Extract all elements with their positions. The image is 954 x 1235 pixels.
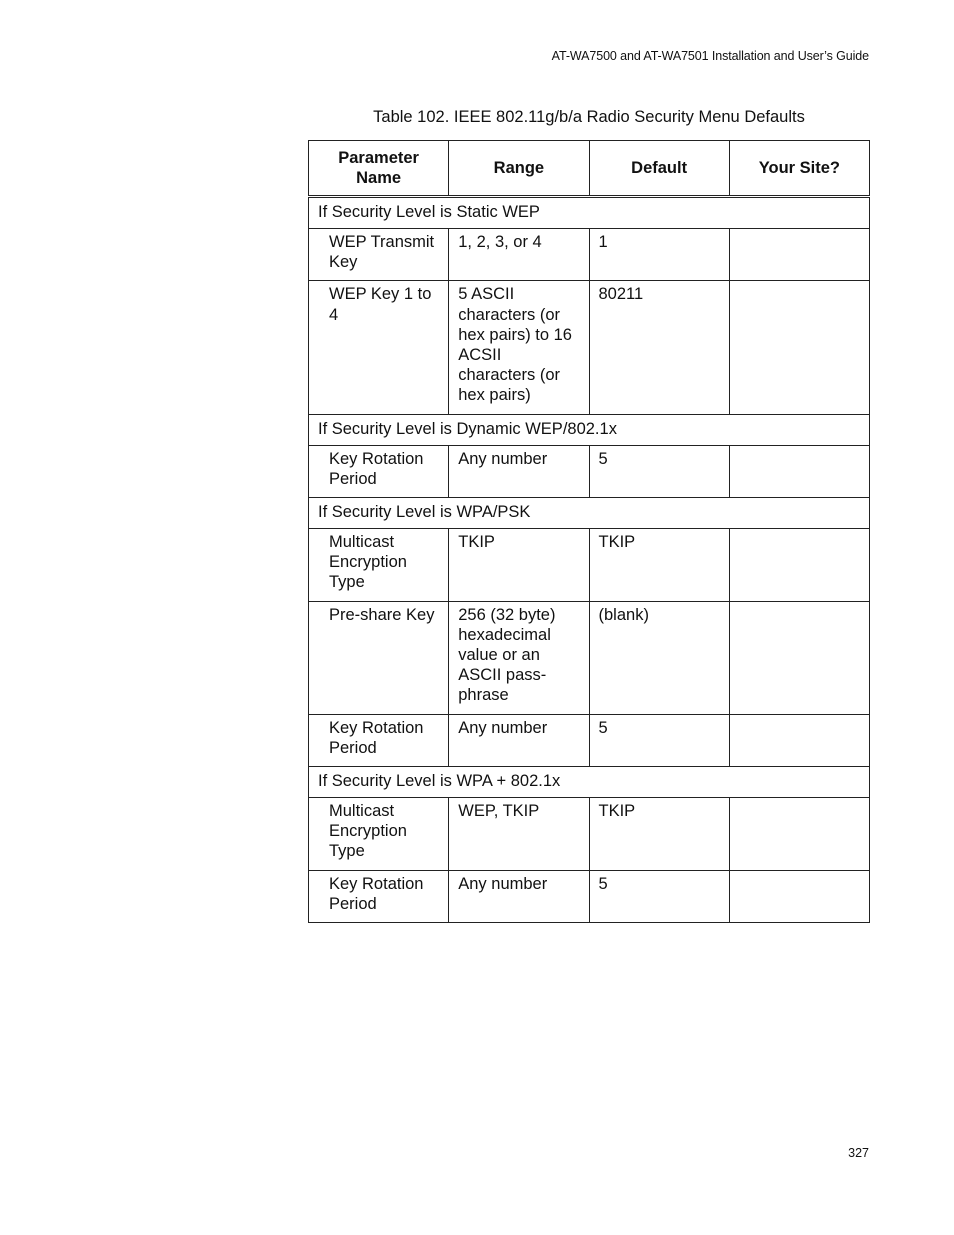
default-cell: 5 <box>589 870 729 922</box>
your-site-cell <box>729 529 869 602</box>
page-number: 327 <box>848 1146 869 1160</box>
parameter-cell: Key Rotation Period <box>309 870 449 922</box>
parameter-cell: Key Rotation Period <box>309 445 449 497</box>
default-cell: TKIP <box>589 798 729 871</box>
your-site-cell <box>729 798 869 871</box>
your-site-cell <box>729 445 869 497</box>
section-title: If Security Level is Static WEP <box>309 197 870 229</box>
table-row <box>309 714 870 766</box>
range-cell: WEP, TKIP <box>449 798 589 871</box>
range-cell: TKIP <box>449 529 589 602</box>
your-site-cell <box>729 601 869 714</box>
table-row <box>309 870 870 922</box>
table-row <box>309 229 870 281</box>
range-cell: Any number <box>449 870 589 922</box>
your-site-cell <box>729 281 869 414</box>
section-row-wpa-psk <box>309 498 870 529</box>
section-row-static-wep <box>309 197 870 229</box>
section-title: If Security Level is Dynamic WEP/802.1x <box>309 414 870 445</box>
column-header-range: Range <box>449 141 589 197</box>
parameter-cell: WEP Transmit Key <box>309 229 449 281</box>
section-row-dynamic-wep <box>309 414 870 445</box>
table-caption: Table 102. IEEE 802.11g/b/a Radio Security Menu Defaults <box>373 108 805 126</box>
column-header-your-site: Your Site? <box>729 141 869 197</box>
range-cell: 5 ASCII characters (or hex pairs) to 16 ACSII characters (or hex pairs) <box>449 281 589 414</box>
range-cell: 256 (32 byte) hexadecimal value or an ASCII pass-phrase <box>449 601 589 714</box>
parameter-cell: Multicast Encryption Type <box>309 798 449 871</box>
default-cell: 80211 <box>589 281 729 414</box>
your-site-cell <box>729 870 869 922</box>
running-header: AT-WA7500 and AT-WA7501 Installation and User’s Guide <box>551 49 869 63</box>
parameter-cell: Key Rotation Period <box>309 714 449 766</box>
your-site-cell <box>729 229 869 281</box>
range-cell: 1, 2, 3, or 4 <box>449 229 589 281</box>
parameter-cell: WEP Key 1 to 4 <box>309 281 449 414</box>
section-title: If Security Level is WPA + 802.1x <box>309 767 870 798</box>
default-cell: 1 <box>589 229 729 281</box>
range-cell: Any number <box>449 445 589 497</box>
section-row-wpa-8021x <box>309 767 870 798</box>
security-defaults-table <box>308 140 870 923</box>
table-row <box>309 529 870 602</box>
range-cell: Any number <box>449 714 589 766</box>
default-cell: (blank) <box>589 601 729 714</box>
section-title: If Security Level is WPA/PSK <box>309 498 870 529</box>
default-cell: TKIP <box>589 529 729 602</box>
table-row <box>309 601 870 714</box>
table-header-row <box>309 141 870 197</box>
default-cell: 5 <box>589 445 729 497</box>
parameter-cell: Multicast Encryption Type <box>309 529 449 602</box>
your-site-cell <box>729 714 869 766</box>
table-row <box>309 281 870 414</box>
parameter-cell: Pre-share Key <box>309 601 449 714</box>
table-row <box>309 798 870 871</box>
column-header-parameter-name: Parameter Name <box>309 141 449 197</box>
column-header-default: Default <box>589 141 729 197</box>
default-cell: 5 <box>589 714 729 766</box>
table-row <box>309 445 870 497</box>
